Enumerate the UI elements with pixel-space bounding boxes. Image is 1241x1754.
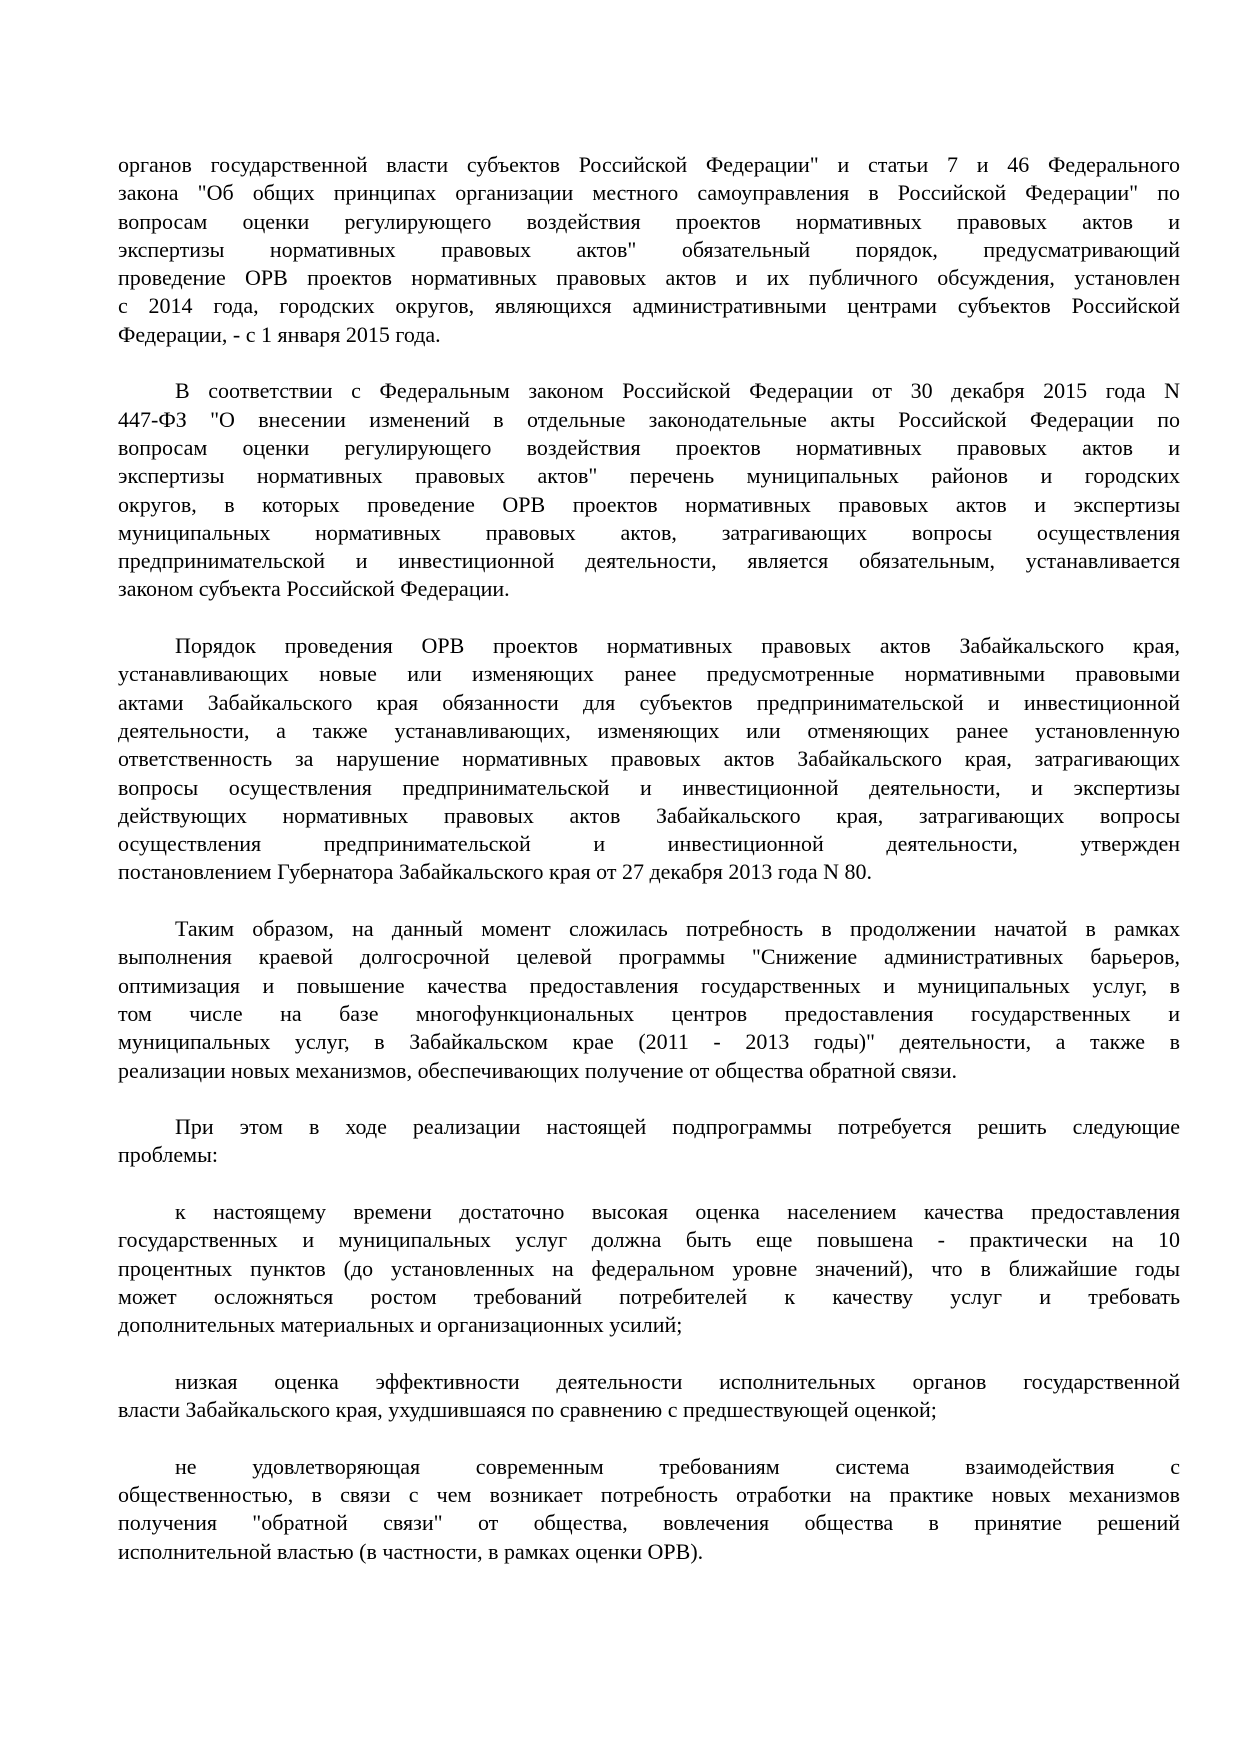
text-line: процентных пунктов (до установленных на федеральном уровне значений), что в ближайшие годы: [118, 1255, 1180, 1281]
text-line: муниципальных нормативных правовых актов, затрагивающих вопросы осуществления: [118, 519, 1180, 545]
text-line: вопросам оценки регулирующего воздействия проектов нормативных правовых актов и: [118, 434, 1180, 460]
text-line: общественностью, в связи с чем возникает потребность отработки на практике новых механизмов: [118, 1481, 1180, 1507]
paragraph: [118, 632, 1180, 887]
text-line: округов, в которых проведение ОРВ проектов нормативных правовых актов и экспертизы: [118, 491, 1180, 517]
text-line: Таким образом, на данный момент сложилась потребность в продолжении начатой в рамках: [175, 916, 1180, 942]
text-line: с 2014 года, городских округов, являющихся административными центрами субъектов Российской: [118, 293, 1180, 319]
text-line: исполнительной властью (в частности, в рамках оценки ОРВ).: [118, 1538, 704, 1564]
text-line: действующих нормативных правовых актов Забайкальского края, затрагивающих вопросы: [118, 802, 1180, 828]
text-line: реализации новых механизмов, обеспечивающих получение от общества обратной связи.: [118, 1057, 957, 1083]
paragraph: [118, 1198, 1180, 1339]
paragraph: [118, 1368, 1180, 1425]
text-line: 447-ФЗ "О внесении изменений в отдельные законодательные акты Российской Федерации по: [118, 406, 1180, 432]
text-line: оптимизация и повышение качества предоставления государственных и муниципальных услуг, в: [118, 972, 1180, 998]
text-line: дополнительных материальных и организационных усилий;: [118, 1312, 683, 1338]
text-line: вопросам оценки регулирующего воздействия проектов нормативных правовых актов и: [118, 208, 1180, 234]
text-line: может осложняться ростом требований потребителей к качеству услуг и требовать: [118, 1283, 1180, 1309]
text-line: не удовлетворяющая современным требованиям система взаимодействия с: [175, 1453, 1180, 1479]
text-line: постановлением Губернатора Забайкальского края от 27 декабря 2013 года N 80.: [118, 859, 873, 885]
text-line: экспертизы нормативных правовых актов" перечень муниципальных районов и городских: [118, 463, 1180, 489]
text-line: том числе на базе многофункциональных центров предоставления государственных и: [118, 1000, 1180, 1026]
text-line: законом субъекта Российской Федерации.: [118, 576, 510, 602]
paragraph: [118, 1453, 1180, 1566]
text-line: экспертизы нормативных правовых актов" обязательный порядок, предусматривающий: [118, 236, 1180, 262]
text-line: к настоящему времени достаточно высокая оценка населением качества предоставления: [175, 1198, 1180, 1224]
paragraph: [118, 377, 1180, 603]
paragraph: [118, 915, 1180, 1085]
text-line: муниципальных услуг, в Забайкальском крае (2011 - 2013 годы)" деятельности, а также в: [118, 1029, 1180, 1055]
text-line: низкая оценка эффективности деятельности исполнительных органов государственной: [175, 1368, 1180, 1394]
text-line: государственных и муниципальных услуг должна быть еще повышена - практически на 10: [118, 1227, 1180, 1253]
text-line: деятельности, а также устанавливающих, изменяющих или отменяющих ранее установленную: [118, 717, 1180, 743]
text-line: получения "обратной связи" от общества, вовлечения общества в принятие решений: [118, 1510, 1180, 1536]
text-line: проведение ОРВ проектов нормативных правовых актов и их публичного обсуждения, установлен: [118, 265, 1180, 291]
paragraph: [118, 151, 1180, 349]
text-line: устанавливающих новые или изменяющих ранее предусмотренные нормативными правовыми: [118, 661, 1180, 687]
paragraph: [118, 1113, 1180, 1170]
text-line: Порядок проведения ОРВ проектов нормативных правовых актов Забайкальского края,: [175, 633, 1180, 659]
document-page: [118, 151, 1180, 1594]
text-line: При этом в ходе реализации настоящей подпрограммы потребуется решить следующие: [175, 1114, 1180, 1140]
text-line: органов государственной власти субъектов Российской Федерации" и статьи 7 и 46 Федерального: [118, 152, 1180, 177]
text-line: власти Забайкальского края, ухудшившаяся по сравнению с предшествующей оценкой;: [118, 1397, 937, 1423]
text-line: осуществления предпринимательской и инвестиционной деятельности, утвержден: [118, 831, 1180, 857]
text-line: актами Забайкальского края обязанности для субъектов предпринимательской и инвестиционной: [118, 689, 1180, 715]
text-line: вопросы осуществления предпринимательской и инвестиционной деятельности, и экспертизы: [118, 774, 1180, 800]
text-line: В соответствии с Федеральным законом Российской Федерации от 30 декабря 2015 года N: [175, 378, 1180, 404]
text-line: предпринимательской и инвестиционной деятельности, является обязательным, устанавливается: [118, 548, 1180, 574]
text-line: проблемы:: [118, 1142, 218, 1168]
text-line: ответственность за нарушение нормативных правовых актов Забайкальского края, затрагивающих: [118, 746, 1180, 772]
text-line: Федерации, - с 1 января 2015 года.: [118, 321, 441, 347]
text-line: закона "Об общих принципах организации местного самоуправления в Российской Федерации" по: [118, 180, 1180, 206]
text-line: выполнения краевой долгосрочной целевой программы "Снижение административных барьеров,: [118, 944, 1180, 970]
